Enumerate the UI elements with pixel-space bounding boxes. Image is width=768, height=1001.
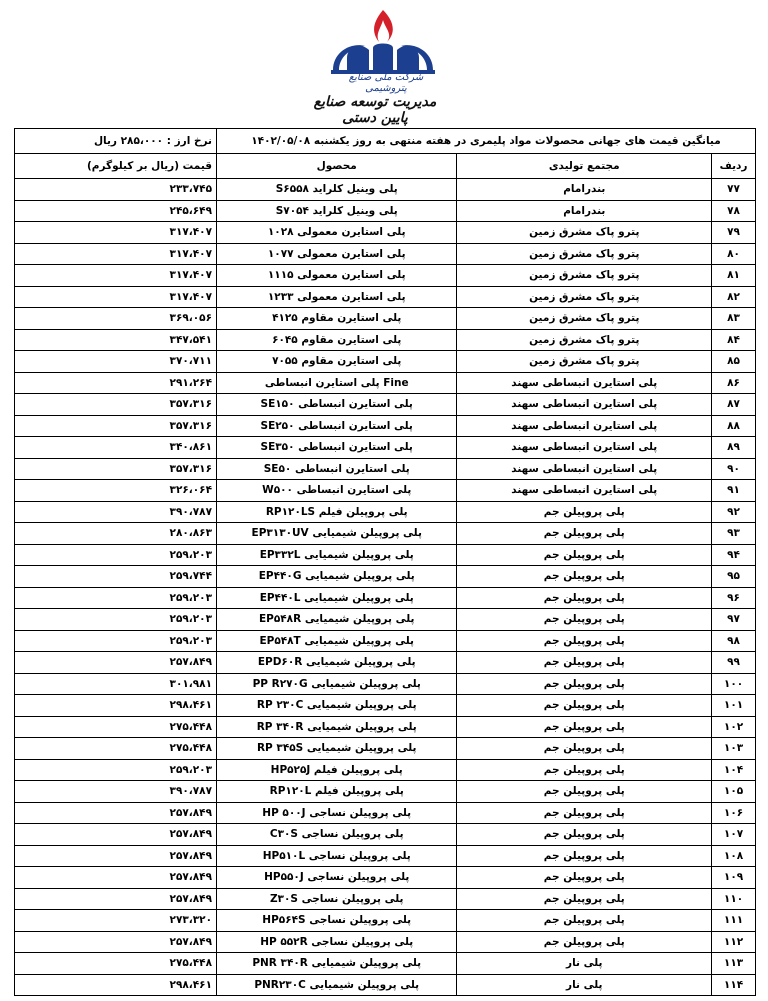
row-maker: پلی استایرن انبساطی سهند [457,480,712,502]
company-name: شرکت ملی صنایع پتروشیمی [348,72,424,94]
row-price: ۲۵۷،۸۴۹ [15,931,217,953]
row-product: پلی استایرن انبساطی W۵۰۰ [217,480,457,502]
row-index: ۸۲ [712,286,756,308]
table-row [15,953,756,975]
row-index: ۱۰۰ [712,673,756,695]
table-row [15,759,756,781]
row-price: ۲۵۹،۲۰۳ [15,630,217,652]
row-product: پلی استایرن مقاوم ۴۱۲۵ [217,308,457,330]
table-row [15,329,756,351]
row-price: ۳۶۹،۰۵۶ [15,308,217,330]
row-maker: پلی پروپیلن جم [457,673,712,695]
row-product: پلی پروپیلن نساجی HP۵۶۴S [217,910,457,932]
row-index: ۸۵ [712,351,756,373]
row-index: ۹۵ [712,566,756,588]
column-header-price: قیمت (ریال بر کیلوگرم) [15,154,217,179]
row-price: ۳۴۷،۵۴۱ [15,329,217,351]
row-price: ۳۱۷،۴۰۷ [15,265,217,287]
row-price: ۲۵۹،۲۰۳ [15,759,217,781]
row-price: ۲۵۷،۸۴۹ [15,867,217,889]
row-maker: پترو پاک مشرق زمین [457,351,712,373]
row-index: ۸۶ [712,372,756,394]
row-index: ۹۰ [712,458,756,480]
row-index: ۹۶ [712,587,756,609]
row-maker: پلی پروپیلن جم [457,802,712,824]
row-price: ۳۵۷،۳۱۶ [15,458,217,480]
table-row [15,372,756,394]
row-maker: پترو پاک مشرق زمین [457,286,712,308]
table-row [15,845,756,867]
row-price: ۲۷۵،۴۴۸ [15,738,217,760]
table-row [15,222,756,244]
table-row [15,910,756,932]
row-product: پلی استایرن معمولی ۱۰۷۷ [217,243,457,265]
row-maker: پلی استایرن انبساطی سهند [457,415,712,437]
row-maker: پلی استایرن انبساطی سهند [457,394,712,416]
management-name: مدیریت توسعه صنایع پایین دستی [313,94,437,126]
row-maker: پلی پروپیلن جم [457,738,712,760]
table-row [15,609,756,631]
row-index: ۱۰۷ [712,824,756,846]
row-index: ۱۰۱ [712,695,756,717]
row-maker: پلی پروپیلن جم [457,888,712,910]
row-product: پلی پروپیلن شیمیایی EPD۶۰R [217,652,457,674]
row-maker: پترو پاک مشرق زمین [457,222,712,244]
table-row [15,695,756,717]
row-product: پلی پروپیلن نساجی HP۵۵۰J [217,867,457,889]
table-row [15,415,756,437]
row-index: ۸۰ [712,243,756,265]
row-price: ۲۵۷،۸۴۹ [15,845,217,867]
row-product: پلی پروپیلن شیمیایی EP۵۴۸T [217,630,457,652]
row-index: ۹۷ [712,609,756,631]
row-price: ۳۵۷،۳۱۶ [15,394,217,416]
table-row [15,458,756,480]
column-header-row [15,154,756,179]
row-price: ۲۹۸،۴۶۱ [15,974,217,996]
row-product: پلی پروپیلن فیلم RP۱۲۰L [217,781,457,803]
row-index: ۷۸ [712,200,756,222]
row-index: ۸۱ [712,265,756,287]
row-product: پلی استایرن معمولی ۱۱۱۵ [217,265,457,287]
row-product: پلی استایرن انبساطی SE۲۵۰ [217,415,457,437]
column-header-product: محصول [217,154,457,179]
row-price: ۲۷۵،۴۴۸ [15,716,217,738]
row-product: پلی استایرن انبساطی SE۵۰ [217,458,457,480]
row-product: پلی پروپیلن شیمیایی PNR۲۳۰C [217,974,457,996]
row-price: ۲۵۷،۸۴۹ [15,824,217,846]
row-price: ۲۵۷،۸۴۹ [15,652,217,674]
row-maker: پلی پروپیلن جم [457,609,712,631]
row-maker: پلی پروپیلن جم [457,566,712,588]
table-row [15,974,756,996]
row-index: ۸۴ [712,329,756,351]
row-product: پلی پروپیلن شیمیایی RP ۳۴۵S [217,738,457,760]
row-maker: پلی پروپیلن جم [457,781,712,803]
row-index: ۹۲ [712,501,756,523]
row-price: ۲۵۷،۸۴۹ [15,888,217,910]
table-row [15,501,756,523]
row-maker: پلی پروپیلن جم [457,544,712,566]
row-product: پلی استایرن مقاوم ۶۰۴۵ [217,329,457,351]
row-product: پلی استایرن مقاوم ۷۰۵۵ [217,351,457,373]
row-maker: پلی نار [457,953,712,975]
row-product: پلی استایرن معمولی ۱۰۲۸ [217,222,457,244]
row-index: ۱۰۶ [712,802,756,824]
row-price: ۳۵۷،۳۱۶ [15,415,217,437]
row-product: پلی پروپیلن شیمیایی EP۳۱۳۰UV [217,523,457,545]
header-logo-area [0,0,768,126]
table-row [15,867,756,889]
row-maker: پترو پاک مشرق زمین [457,329,712,351]
row-index: ۹۹ [712,652,756,674]
row-maker: پلی استایرن انبساطی سهند [457,372,712,394]
table-row [15,200,756,222]
row-product: پلی پروپیلن شیمیایی PP R۲۷۰G [217,673,457,695]
row-product: پلی پروپیلن فیلم RP۱۲۰LS [217,501,457,523]
row-index: ۱۰۴ [712,759,756,781]
row-product: پلی استایرن انبساطی SE۱۵۰ [217,394,457,416]
exchange-rate: نرخ ارز : ۲۸۵،۰۰۰ ریال [15,129,217,154]
row-maker: پلی پروپیلن جم [457,910,712,932]
row-index: ۹۱ [712,480,756,502]
row-price: ۲۹۱،۲۶۴ [15,372,217,394]
row-price: ۲۵۹،۲۰۳ [15,587,217,609]
row-index: ۷۷ [712,179,756,201]
table-row [15,544,756,566]
row-index: ۸۸ [712,415,756,437]
row-price: ۲۹۸،۴۶۱ [15,695,217,717]
table-row [15,802,756,824]
row-index: ۸۹ [712,437,756,459]
table-row [15,179,756,201]
row-price: ۲۵۹،۲۰۳ [15,544,217,566]
column-header-maker: مجتمع تولیدی [457,154,712,179]
table-row [15,716,756,738]
table-row [15,265,756,287]
row-maker: پلی پروپیلن جم [457,587,712,609]
row-price: ۲۴۵،۶۴۹ [15,200,217,222]
table-row [15,394,756,416]
table-row [15,351,756,373]
row-index: ۸۷ [712,394,756,416]
row-maker: پلی پروپیلن جم [457,845,712,867]
row-maker: بندرامام [457,200,712,222]
table-row [15,308,756,330]
row-price: ۲۸۰،۸۶۳ [15,523,217,545]
row-product: پلی استایرن انبساطی SE۳۵۰ [217,437,457,459]
row-index: ۸۳ [712,308,756,330]
table-row [15,243,756,265]
petrochemical-logo-icon [327,8,439,76]
table-row [15,480,756,502]
row-product: پلی پروپیلن نساجی C۳۰S [217,824,457,846]
table-row [15,738,756,760]
row-index: ۱۱۳ [712,953,756,975]
table-row [15,630,756,652]
table-row [15,888,756,910]
row-product: پلی پروپیلن شیمیایی RP ۲۳۰C [217,695,457,717]
table-row [15,587,756,609]
row-price: ۲۵۹،۷۴۴ [15,566,217,588]
row-price: ۲۵۷،۸۴۹ [15,802,217,824]
table-row [15,824,756,846]
row-product: Fine پلی استایرن انبساطی [217,372,457,394]
row-product: پلی پروپیلن فیلم HP۵۲۵J [217,759,457,781]
row-product: پلی پروپیلن شیمیایی EP۴۴۰L [217,587,457,609]
row-maker: پلی پروپیلن جم [457,501,712,523]
row-product: پلی وینیل کلراید S۶۵۵۸ [217,179,457,201]
row-price: ۳۹۰،۷۸۷ [15,781,217,803]
table-title: میانگین قیمت های جهانی محصولات مواد پلیمری در هفته منتهی به روز یکشنبه ۱۴۰۲/۰۵/۰۸ [217,129,756,154]
row-product: پلی پروپیلن شیمیایی EP۵۴۸R [217,609,457,631]
row-product: پلی پروپیلن نساجی HP۵۱۰L [217,845,457,867]
row-index: ۱۰۲ [712,716,756,738]
row-price: ۳۱۷،۴۰۷ [15,222,217,244]
row-product: پلی پروپیلن شیمیایی EP۴۴۰G [217,566,457,588]
row-maker: پلی پروپیلن جم [457,759,712,781]
title-row [15,129,756,154]
row-maker: بندرامام [457,179,712,201]
row-index: ۱۰۵ [712,781,756,803]
row-price: ۳۴۰،۸۶۱ [15,437,217,459]
row-price: ۳۹۰،۷۸۷ [15,501,217,523]
table-row [15,931,756,953]
row-maker: پترو پاک مشرق زمین [457,265,712,287]
column-header-index: ردیف [712,154,756,179]
row-index: ۱۱۱ [712,910,756,932]
row-maker: پترو پاک مشرق زمین [457,308,712,330]
table-row [15,781,756,803]
row-index: ۹۴ [712,544,756,566]
row-index: ۹۸ [712,630,756,652]
row-maker: پترو پاک مشرق زمین [457,243,712,265]
row-index: ۱۱۰ [712,888,756,910]
row-product: پلی پروپیلن نساجی HP ۵۵۲R [217,931,457,953]
row-product: پلی پروپیلن نساجی Z۳۰S [217,888,457,910]
row-product: پلی پروپیلن شیمیایی RP ۳۴۰R [217,716,457,738]
table-row [15,673,756,695]
table-row [15,652,756,674]
row-index: ۱۰۸ [712,845,756,867]
table-row [15,566,756,588]
row-maker: پلی پروپیلن جم [457,523,712,545]
row-index: ۱۰۹ [712,867,756,889]
row-price: ۳۷۰،۷۱۱ [15,351,217,373]
row-maker: پلی استایرن انبساطی سهند [457,458,712,480]
row-price: ۲۷۵،۴۴۸ [15,953,217,975]
row-maker: پلی پروپیلن جم [457,652,712,674]
row-product: پلی پروپیلن نساجی HP ۵۰۰J [217,802,457,824]
row-maker: پلی پروپیلن جم [457,695,712,717]
row-price: ۲۳۳،۷۴۵ [15,179,217,201]
price-table [14,128,756,996]
table-row [15,437,756,459]
row-maker: پلی پروپیلن جم [457,716,712,738]
row-index: ۱۰۳ [712,738,756,760]
row-price: ۲۵۹،۲۰۳ [15,609,217,631]
row-index: ۱۱۴ [712,974,756,996]
row-product: پلی وینیل کلراید S۷۰۵۴ [217,200,457,222]
row-price: ۲۷۳،۳۲۰ [15,910,217,932]
row-index: ۹۳ [712,523,756,545]
row-price: ۳۲۶،۰۶۴ [15,480,217,502]
table-row [15,286,756,308]
row-price: ۳۰۱،۹۸۱ [15,673,217,695]
row-product: پلی پروپیلن شیمیایی PNR ۳۴۰R [217,953,457,975]
row-maker: پلی پروپیلن جم [457,630,712,652]
table-row [15,523,756,545]
row-maker: پلی پروپیلن جم [457,824,712,846]
row-maker: پلی استایرن انبساطی سهند [457,437,712,459]
row-product: پلی پروپیلن شیمیایی EP۳۳۲L [217,544,457,566]
row-maker: پلی پروپیلن جم [457,931,712,953]
row-price: ۳۱۷،۴۰۷ [15,243,217,265]
row-price: ۳۱۷،۴۰۷ [15,286,217,308]
row-index: ۷۹ [712,222,756,244]
row-maker: پلی پروپیلن جم [457,867,712,889]
row-product: پلی استایرن معمولی ۱۲۳۳ [217,286,457,308]
row-index: ۱۱۲ [712,931,756,953]
row-maker: پلی نار [457,974,712,996]
